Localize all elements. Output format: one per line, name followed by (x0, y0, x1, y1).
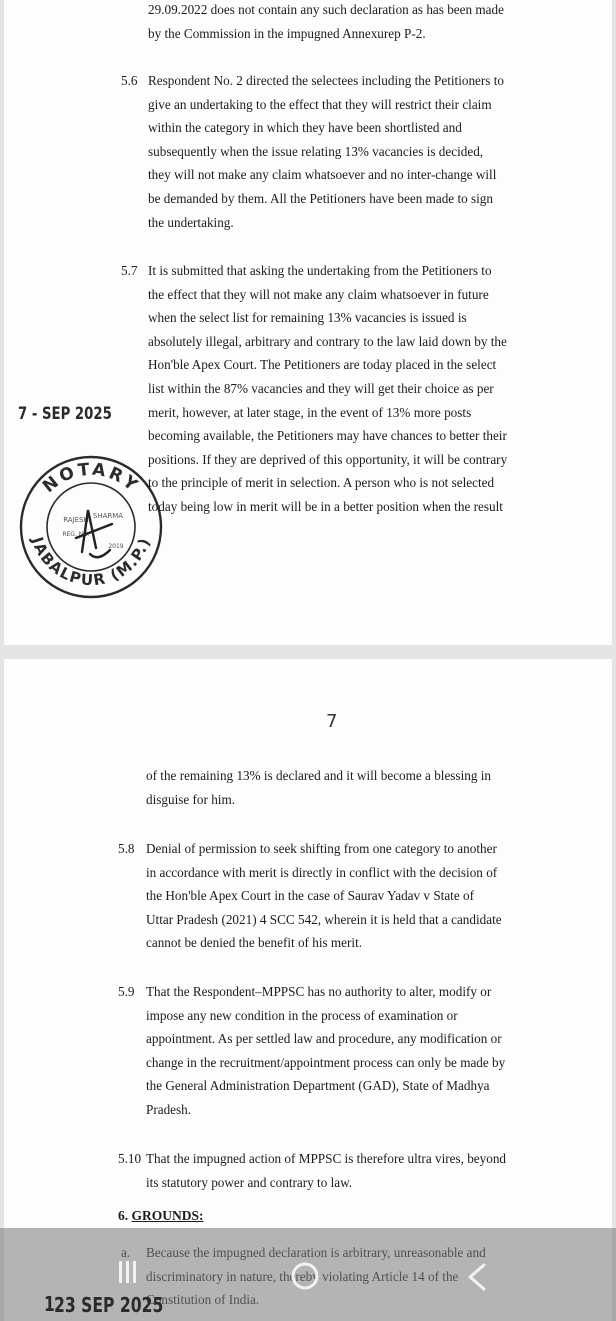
text-line: It is submitted that asking the undertaking from the Petitioners to (148, 263, 492, 278)
paragraph-number-5-6: 5.6 (121, 73, 138, 88)
text-line: change in the recruitment/appointment process can only be made by (146, 1054, 506, 1070)
text-line: be demanded by them. All the Petitioners have been made to sign (148, 190, 493, 206)
document-page-2 (4, 659, 612, 1321)
grounds-title: GROUNDS: (131, 1208, 204, 1223)
text-line: in accordance with merit is directly in conflict with the decision of (146, 864, 498, 880)
text-line: the Hon'ble Apex Court in the case of Saurav Yadav v State of (146, 888, 474, 904)
paragraph-number-5-10: 5.10 (118, 1151, 142, 1166)
text-line: its statutory power and contrary to law. (146, 1174, 353, 1190)
text-line: positions. If they are deprived of this opportunity, it will be contrary (148, 451, 508, 467)
seal-inner-left: RAJESH (63, 516, 89, 524)
text-line: That the Respondent–MPPSC has no authority to alter, modify or (146, 984, 492, 999)
date-stamp: 23 SEP 2025 (54, 1293, 164, 1317)
text-line: cannot be denied the benefit of his merit. (146, 935, 363, 951)
top-paragraph (148, 0, 532, 45)
seal-inner-right: SHARMA (92, 512, 124, 520)
text-line: give an undertaking to the effect that they will restrict their claim (148, 96, 492, 112)
paragraph-number-5-8: 5.8 (118, 841, 135, 856)
date-stamp: 7 - SEP 2025 (18, 404, 112, 424)
text-line: they will not make any claim whatsoever and no inter-change will (148, 167, 497, 183)
text-line: 29.09.2022 does not contain any such declaration as has been made (148, 2, 504, 17)
home-icon[interactable] (290, 1261, 320, 1296)
paragraph-number-5-7: 5.7 (121, 263, 138, 278)
text-line: disguise for him. (146, 791, 236, 807)
text-line: the General Administration Department (GAD), State of Madhya (146, 1078, 490, 1094)
text-line: Pradesh. (146, 1101, 192, 1117)
text-line: absolutely illegal, arbitrary and contrary to the law laid down by the (148, 333, 507, 349)
text-line: subsequently when the issue relating 13% vacancies is decided, (148, 143, 484, 159)
seal-inner-year: 2019 (108, 543, 124, 550)
page-number-mark: 7 (326, 711, 338, 732)
text-line: the undertaking. (148, 214, 234, 230)
text-line: within the category in which they have been shortlisted and (148, 120, 462, 136)
paragraph-number-5-9: 5.9 (118, 984, 135, 999)
text-line: Hon'ble Apex Court. The Petitioners are today placed in the select (148, 357, 497, 373)
text-line: Uttar Pradesh (2021) 4 SCC 542, wherein it is held that a candidate (146, 911, 502, 927)
text-line: impose any new condition in the process of examination or (146, 1007, 458, 1023)
text-line: today being low in merit will be in a better position when the result (148, 498, 503, 514)
text-line: list within the 87% vacancies and they will get their choice as per (148, 380, 494, 396)
text-line: Denial of permission to seek shifting from one category to another (146, 841, 497, 856)
text-line: to the principle of merit in selection. A person who is not selected (148, 475, 495, 491)
svg-text:NOTARY (39, 460, 143, 497)
grounds-heading (118, 1208, 204, 1224)
recent-apps-icon[interactable] (116, 1258, 138, 1291)
text-line: becoming available, the Petitioners may have chances to better their (148, 428, 507, 444)
continued-paragraph (146, 764, 530, 811)
grounds-number: 6. (118, 1208, 129, 1223)
paragraph-5-10 (146, 1147, 530, 1194)
notary-seal (16, 452, 166, 602)
text-line: Respondent No. 2 directed the selectees including the Petitioners to (148, 73, 504, 88)
text-line: merit, however, at later stage, in the event of 13% more posts (148, 404, 472, 420)
seal-top-text: NOTARY (39, 459, 144, 498)
seal-inner-small: REG. NO. (62, 531, 90, 538)
paragraph-5-9 (146, 980, 530, 1122)
paragraph-5-6 (148, 69, 532, 234)
back-icon[interactable] (464, 1262, 490, 1297)
text-line: appointment. As per settled law and procedure, any modification or (146, 1031, 502, 1047)
text-line: the effect that they will not make any claim whatsoever in future (148, 286, 489, 302)
text-line: when the select list for remaining 13% vacancies is issued is (148, 310, 467, 326)
document-page-1 (4, 0, 612, 645)
text-line: by the Commission in the impugned Annexurep P-2. (148, 25, 426, 41)
seal-bottom-text: JABALPUR (M.P.) (28, 534, 155, 590)
text-line: of the remaining 13% is declared and it will become a blessing in (146, 768, 491, 783)
date-stamp-prefix: 1 (44, 1292, 55, 1316)
paragraph-5-7 (148, 259, 532, 519)
paragraph-5-8 (146, 837, 530, 955)
text-line: That the impugned action of MPPSC is therefore ultra vires, beyond (146, 1151, 507, 1166)
